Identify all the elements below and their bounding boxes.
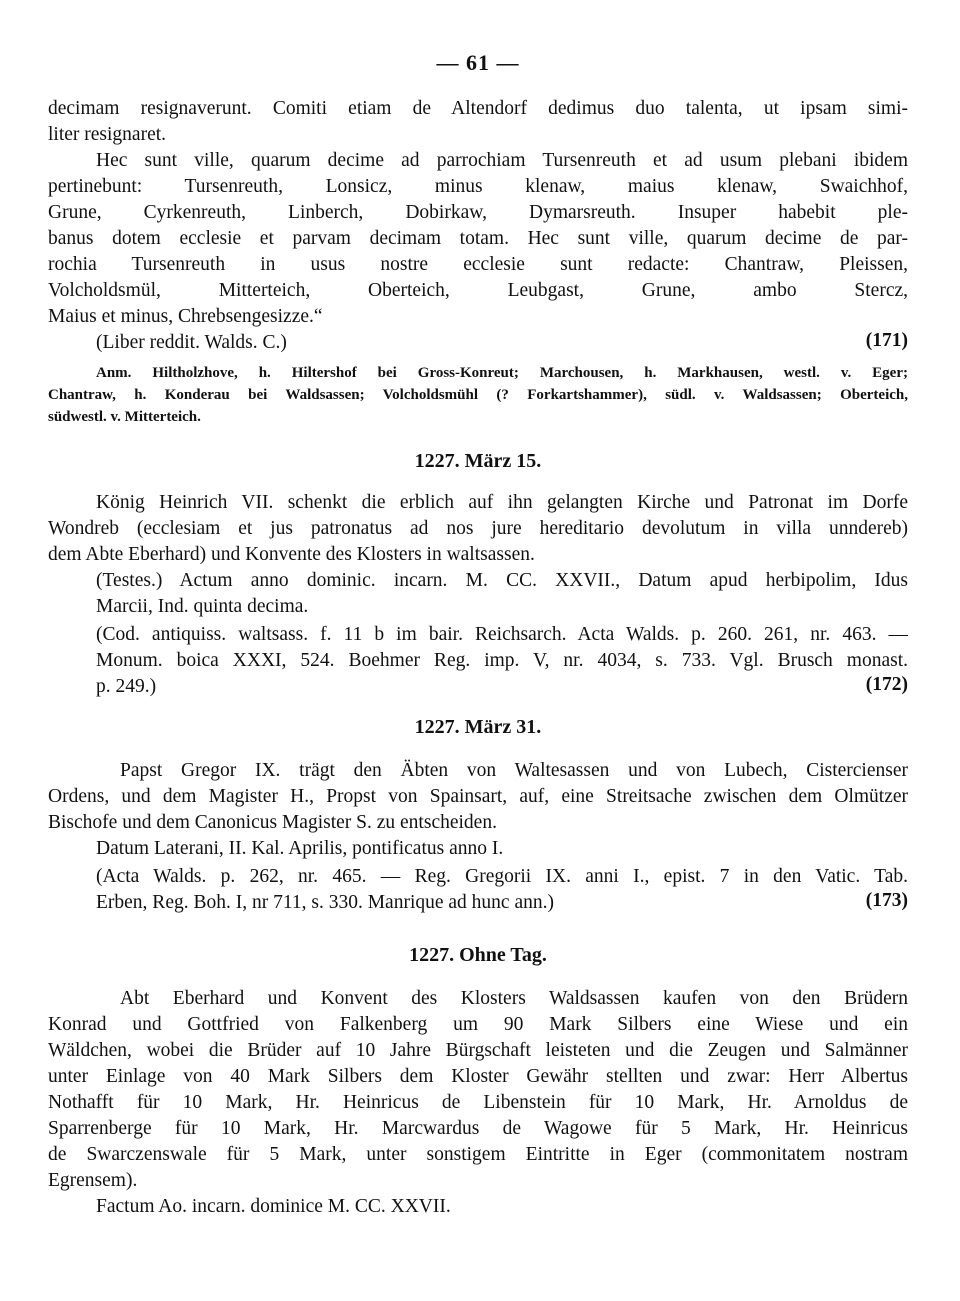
note-line: Chantraw, h. Konderau bei Waldsassen; Volcholdsmühl (? Forkartshammer), südl. v. Waldsassen; Oberteich,: [48, 387, 908, 403]
text-line: unter Einlage von 40 Mark Silbers dem Kloster Gewähr stellten und zwar: Herr Albertus: [48, 1066, 908, 1087]
source-citation: (Liber reddit. Walds. C.): [96, 332, 287, 353]
text-line: Maius et minus, Chrebsengesizze.“: [48, 306, 323, 327]
source-line: (Cod. antiquiss. waltsass. f. 11 b im bair. Reichsarch. Acta Walds. p. 260. 261, nr. 463. —: [96, 624, 908, 645]
document-number: (171): [865, 330, 908, 351]
text-line: dem Abte Eberhard) und Konvente des Klosters in waltsassen.: [48, 544, 535, 565]
source-line: (Acta Walds. p. 262, nr. 465. — Reg. Gregorii IX. anni I., epist. 7 in den Vatic. Tab.: [96, 866, 908, 887]
text-line: Marcii, Ind. quinta decima.: [96, 596, 309, 617]
source-line: Monum. boica XXXI, 524. Boehmer Reg. imp. V, nr. 4034, s. 733. Vgl. Brusch monast.: [96, 650, 908, 671]
text-line: Ordens, und dem Magister H., Propst von Spainsart, auf, eine Streitsache zwischen dem Olmützer: [48, 786, 908, 807]
text-line: decimam resignaverunt. Comiti etiam de Altendorf dedimus duo talenta, ut ipsam simi-: [48, 98, 908, 119]
source-line: Erben, Reg. Boh. I, nr 711, s. 330. Manrique ad hunc ann.): [96, 892, 554, 913]
text-line: Hec sunt ville, quarum decime ad parrochiam Tursenreuth et ad usum plebani ibidem: [96, 150, 908, 171]
text-line: Bischofe und dem Canonicus Magister S. zu entscheiden.: [48, 812, 497, 833]
text-line: Factum Ao. incarn. dominice M. CC. XXVII.: [96, 1196, 451, 1217]
text-line: Abt Eberhard und Konvent des Klosters Waldsassen kaufen von den Brüdern: [120, 988, 908, 1009]
section-date: 1227. Ohne Tag.: [409, 944, 547, 966]
text-line: Volcholdsmül, Mitterteich, Oberteich, Leubgast, Grune, ambo Stercz,: [48, 280, 908, 301]
text-line: banus dotem ecclesie et parvam decimam totam. Hec sunt ville, quarum decime de par-: [48, 228, 908, 249]
document-number: (173): [865, 890, 908, 911]
text-line: Wondreb (ecclesiam et jus patronatus ad nos jure hereditario devolutum in villa unndereb): [48, 518, 908, 539]
document-number: (172): [865, 674, 908, 695]
note-line: Anm. Hiltholzhove, h. Hiltershof bei Gross-Konreut; Marchousen, h. Markhausen, westl. v. Eger;: [96, 365, 908, 381]
text-line: Egrensem).: [48, 1170, 138, 1191]
text-line: Nothafft für 10 Mark, Hr. Heinricus de Libenstein für 10 Mark, Hr. Arnoldus de: [48, 1092, 908, 1113]
text-line: Papst Gregor IX. trägt den Äbten von Waltesassen und von Lubech, Cistercienser: [120, 760, 908, 781]
text-line: Konrad und Gottfried von Falkenberg um 90 Mark Silbers eine Wiese und ein: [48, 1014, 908, 1035]
text-line: (Testes.) Actum anno dominic. incarn. M. CC. XXVII., Datum apud herbipolim, Idus: [96, 570, 908, 591]
text-line: de Swarczenswale für 5 Mark, unter sonstigem Eintritte in Eger (commonitatem nostram: [48, 1144, 908, 1165]
text-line: Datum Laterani, II. Kal. Aprilis, pontificatus anno I.: [96, 838, 504, 859]
text-line: Grune, Cyrkenreuth, Linberch, Dobirkaw, Dymarsreuth. Insuper habebit ple-: [48, 202, 908, 223]
page-number: — 61 —: [436, 50, 520, 75]
text-line: Wäldchen, wobei die Brüder auf 10 Jahre Bürgschaft leisteten und die Zeugen und Salmänner: [48, 1040, 908, 1061]
source-line: p. 249.): [96, 676, 157, 697]
text-line: pertinebunt: Tursenreuth, Lonsicz, minus klenaw, maius klenaw, Swaichhof,: [48, 176, 908, 197]
note-line: südwestl. v. Mitterteich.: [48, 409, 201, 425]
text-line: König Heinrich VII. schenkt die erblich auf ihn gelangten Kirche und Patronat im Dorfe: [96, 492, 908, 513]
section-date: 1227. März 31.: [414, 716, 542, 738]
text-line: rochia Tursenreuth in usus nostre ecclesie sunt redacte: Chantraw, Pleissen,: [48, 254, 908, 275]
section-date: 1227. März 15.: [414, 450, 542, 472]
text-line: liter resignaret.: [48, 124, 167, 145]
text-line: Sparrenberge für 10 Mark, Hr. Marcwardus de Wagowe für 5 Mark, Hr. Heinricus: [48, 1118, 908, 1139]
